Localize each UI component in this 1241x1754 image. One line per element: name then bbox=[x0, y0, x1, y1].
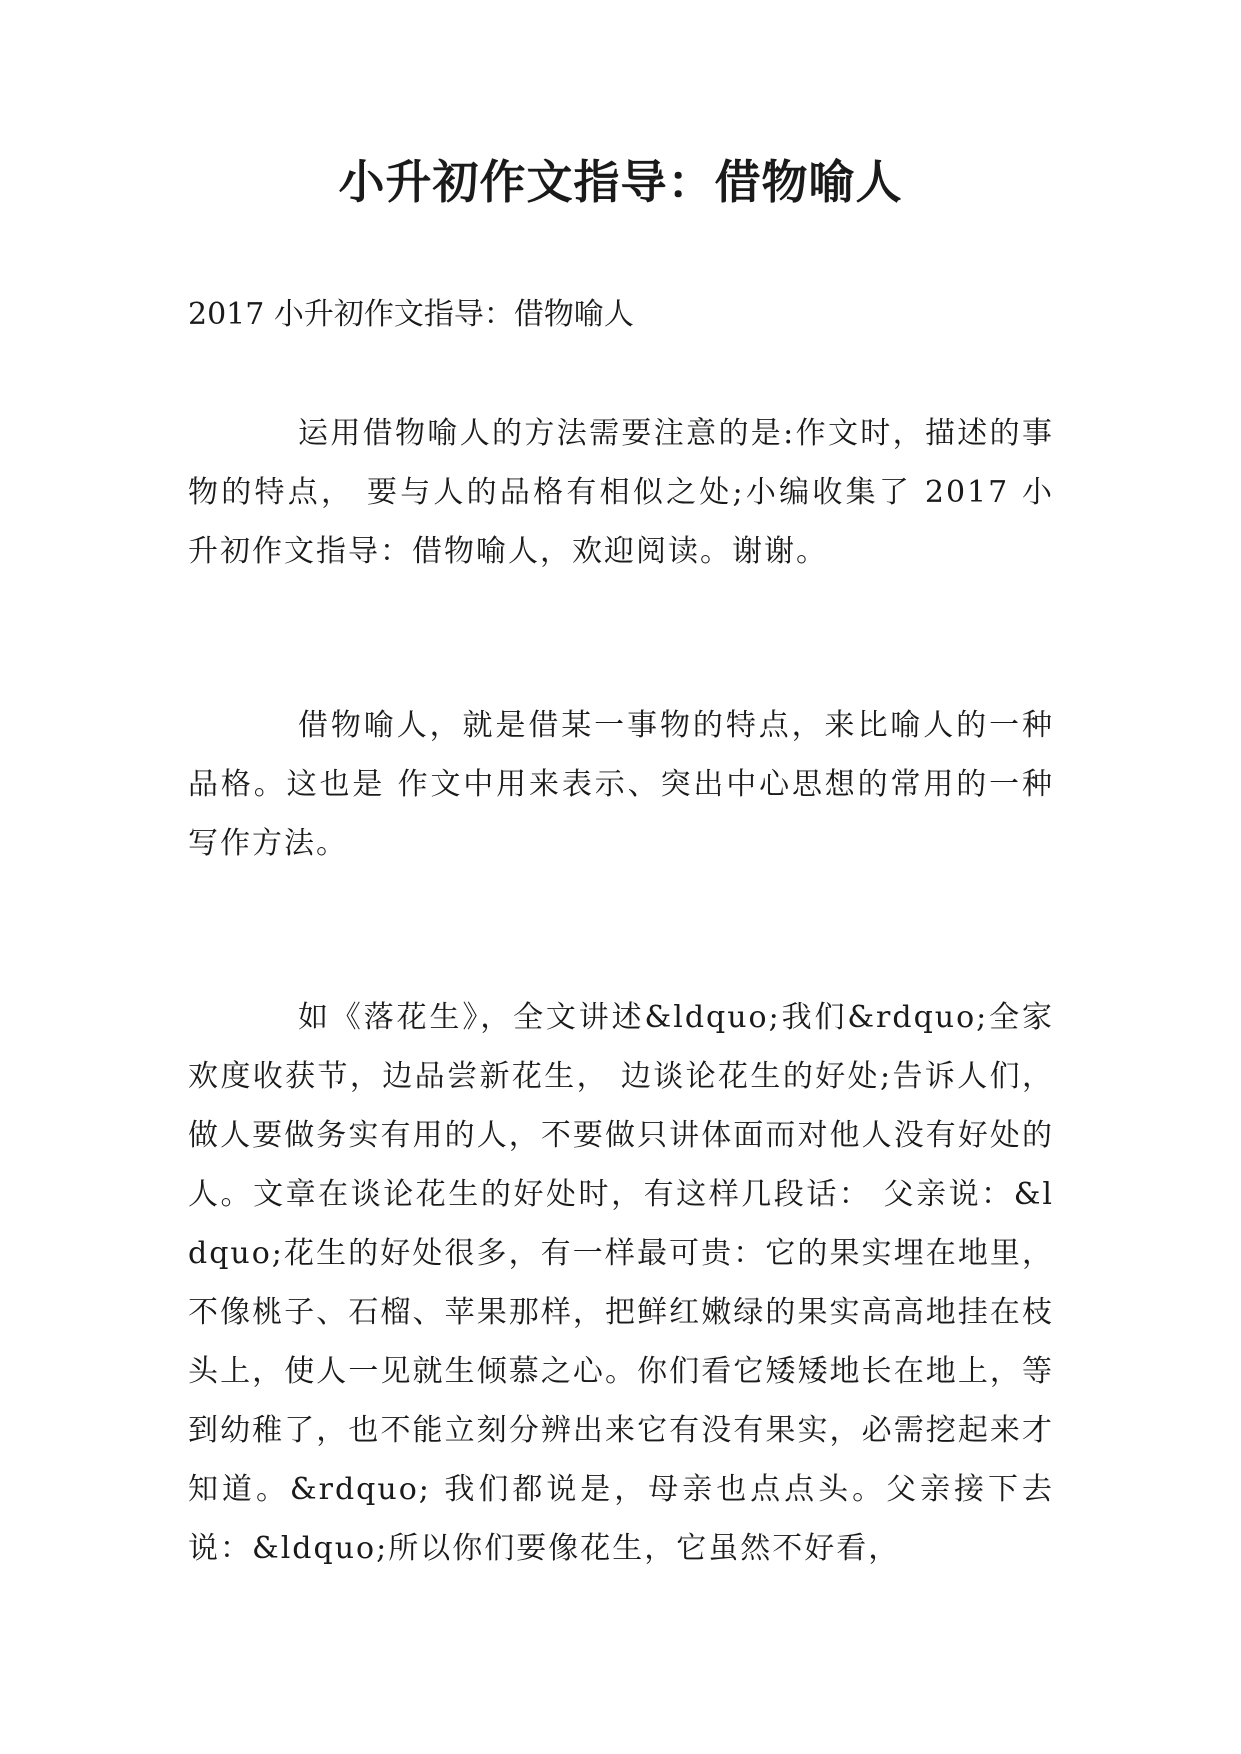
document-title: 小升初作文指导：借物喻人 bbox=[338, 155, 903, 209]
paragraph-intro: 运用借物喻人的方法需要注意的是:作文时，描述的事物的特点， 要与人的品格有相似之处;小编收集了 2017 小升初作文指导：借物喻人，欢迎阅读。谢谢。 bbox=[188, 416, 1054, 569]
paragraph-definition: 借物喻人，就是借某一事物的特点，来比喻人的一种品格。这也是 作文中用来表示、突出中心思想的常用的一种写作方法。 bbox=[188, 708, 1054, 861]
paragraph-example: 如《落花生》，全文讲述&ldquo;我们&rdquo;全家欢度收获节，边品尝新花生， 边谈论花生的好处;告诉人们，做人要做务实有用的人，不要做只讲体面而对他人没有好处的人。文章在谈论花生的好处时，有这样几段话： 父亲说：&ldquo;花生的好处很多，有一样最可贵：它的果实埋在地里，不像桃子、石榴、苹果那样，把鲜红嫩绿的果实高高地挂在枝头上，使人一见就生倾慕之心。你们看它矮矮地长在地上，等到幼稚了，也不能立刻分辨出来它有没有果实，必需挖起来才知道。&rdquo; 我们都说是，母亲也点点头。父亲接下去说：&ldquo;所以你们要像花生，它虽然不好看， bbox=[188, 1000, 1054, 1566]
document-subtitle: 2017 小升初作文指导：借物喻人 bbox=[188, 297, 634, 332]
